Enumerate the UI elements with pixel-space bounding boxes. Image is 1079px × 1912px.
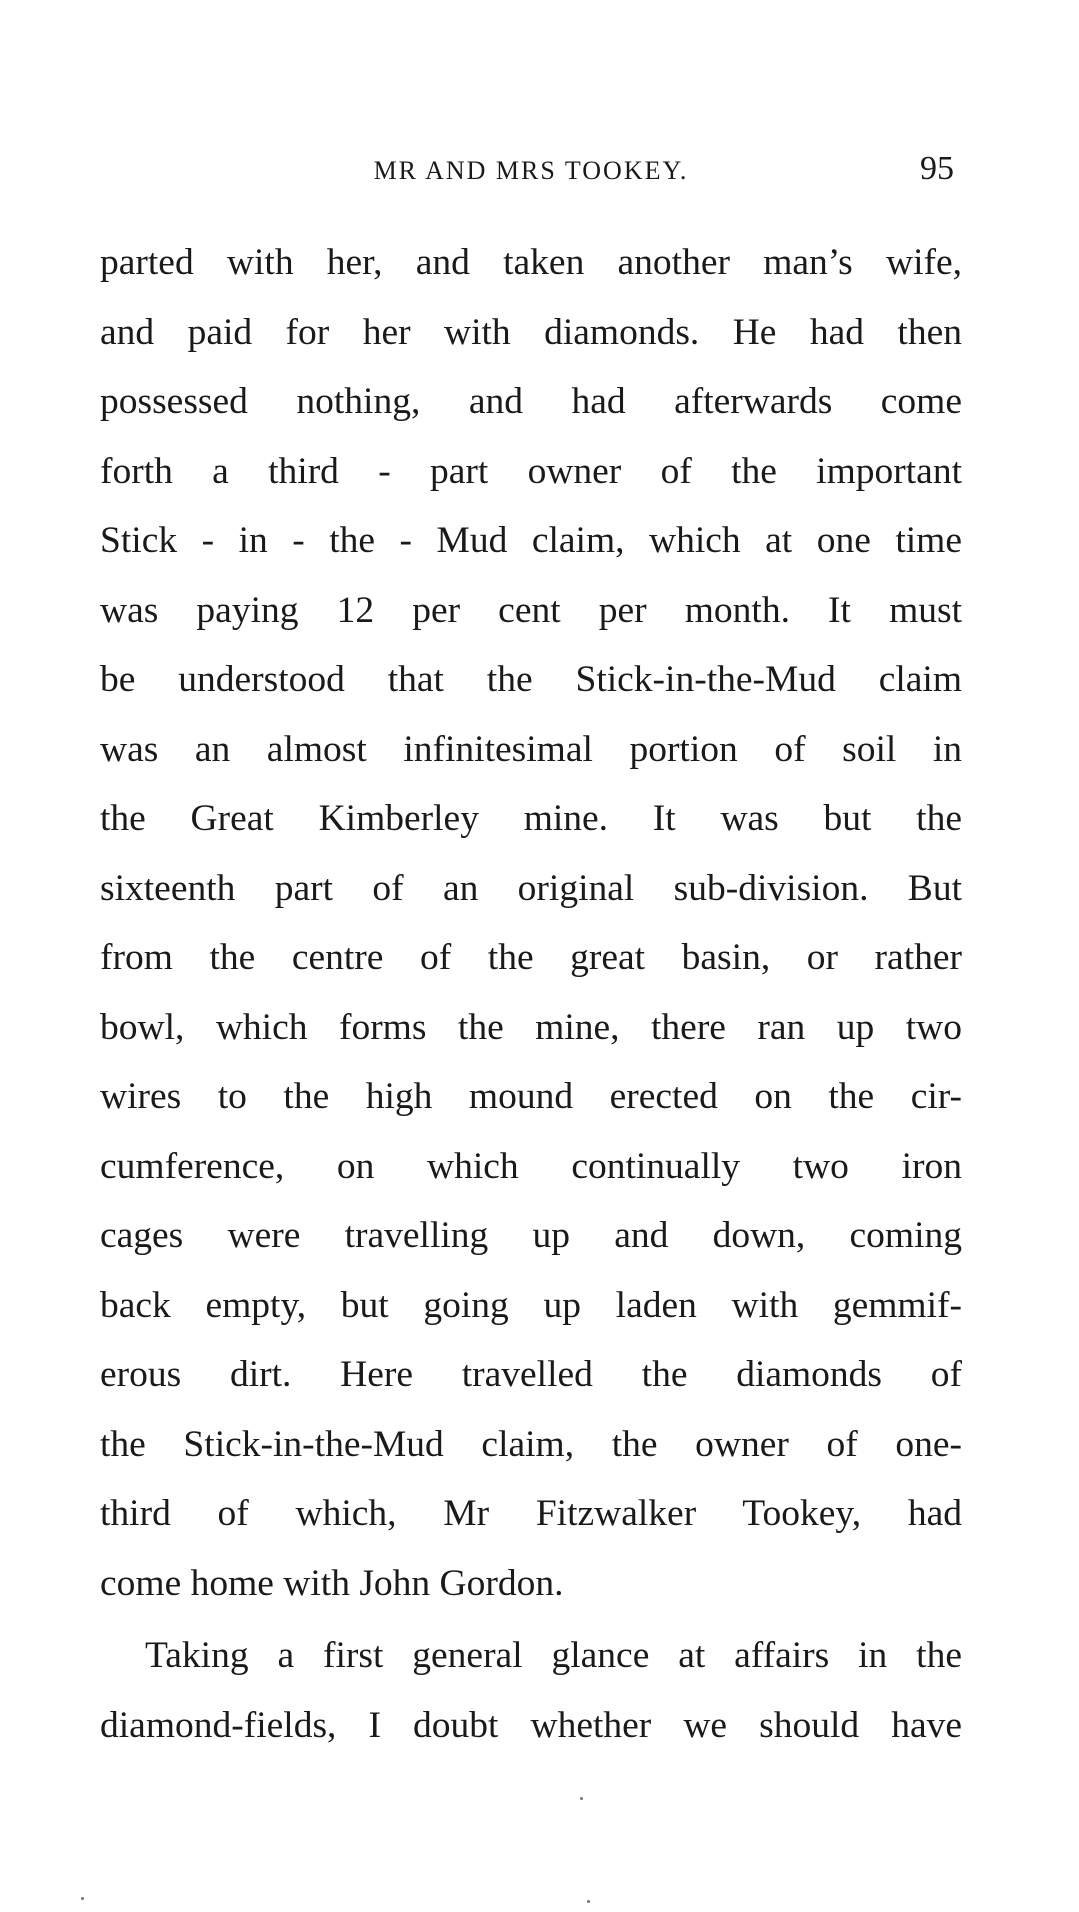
text-line: the Stick-in-the-Mud claim, the owner of one- bbox=[100, 1423, 962, 1465]
body-text bbox=[100, 228, 962, 1760]
text-line: cumference, on which continually two iron bbox=[100, 1145, 962, 1187]
text-line: from the centre of the great basin, or rather bbox=[100, 937, 962, 978]
print-speck bbox=[580, 1797, 583, 1800]
text-line: erous dirt. Here travelled the diamonds of bbox=[100, 1354, 962, 1395]
text-line: sixteenth part of an original sub-division. But bbox=[100, 867, 962, 909]
text-line: and paid for her with diamonds. He had then bbox=[100, 311, 962, 353]
paragraph-2 bbox=[100, 1621, 962, 1760]
text-line: Stick - in - the - Mud claim, which at one time bbox=[100, 520, 962, 561]
page-number: 95 bbox=[920, 150, 954, 187]
text-line: parted with her, and taken another man’s wife, bbox=[100, 242, 962, 283]
text-line: was paying 12 per cent per month. It must bbox=[100, 589, 962, 631]
text-line: forth a third - part owner of the important bbox=[100, 450, 962, 492]
text-line: the Great Kimberley mine. It was but the bbox=[100, 798, 962, 839]
running-header bbox=[100, 150, 962, 190]
text-line: possessed nothing, and had afterwards come bbox=[100, 381, 962, 422]
text-line: be understood that the Stick-in-the-Mud claim bbox=[100, 659, 962, 700]
text-line-paragraph-start: Taking a first general glance at affairs in the bbox=[145, 1635, 962, 1676]
running-title: MR AND MRS TOOKEY. bbox=[373, 156, 689, 185]
text-line: was an almost infinitesimal portion of soil in bbox=[100, 728, 962, 770]
paragraph-1 bbox=[100, 228, 962, 1618]
text-line-paragraph-end: come home with John Gordon. bbox=[100, 1562, 564, 1604]
text-line: cages were travelling up and down, coming bbox=[100, 1215, 962, 1256]
print-speck bbox=[81, 1897, 84, 1900]
print-speck bbox=[587, 1900, 590, 1903]
text-line: third of which, Mr Fitzwalker Tookey, had bbox=[100, 1493, 962, 1534]
text-line: wires to the high mound erected on the cir- bbox=[100, 1076, 962, 1117]
text-line: diamond-fields, I doubt whether we should have bbox=[100, 1704, 962, 1746]
text-line: back empty, but going up laden with gemmif- bbox=[100, 1284, 962, 1326]
text-line: bowl, which forms the mine, there ran up two bbox=[100, 1006, 962, 1048]
